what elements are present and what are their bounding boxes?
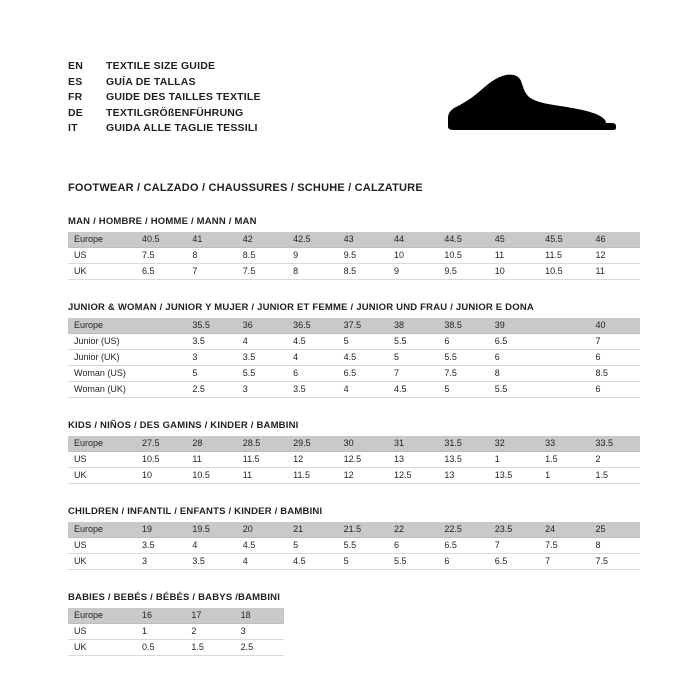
cell: 12	[590, 248, 640, 264]
group-children	[68, 506, 638, 570]
cell: 41	[186, 232, 236, 248]
row-label: UK	[68, 468, 136, 484]
cell: 7.5	[590, 554, 640, 570]
cell: 4	[287, 350, 337, 366]
cell: 6.5	[489, 554, 539, 570]
row-label: Europe	[68, 232, 136, 248]
cell: 5	[338, 554, 388, 570]
table-row	[68, 382, 640, 398]
cell: 3.5	[287, 382, 337, 398]
cell: 7	[489, 538, 539, 554]
table-row	[68, 334, 640, 350]
cell: 10.5	[186, 468, 236, 484]
language-row	[68, 107, 261, 123]
cell: 7	[539, 554, 589, 570]
cell: 13	[388, 452, 438, 468]
language-title: GUIDA ALLE TAGLIE TESSILI	[106, 122, 258, 134]
cell: 1.5	[539, 452, 589, 468]
cell: 29.5	[287, 436, 337, 452]
cell: 10	[136, 468, 186, 484]
cell: 36.5	[287, 318, 337, 334]
cell: 8	[287, 264, 337, 280]
cell: 11.5	[237, 452, 287, 468]
cell: 4	[338, 382, 388, 398]
row-label: UK	[68, 264, 136, 280]
cell: 7	[186, 264, 236, 280]
cell: 21.5	[338, 522, 388, 538]
cell: 3.5	[186, 334, 236, 350]
language-code: EN	[68, 60, 83, 72]
cell: 6	[388, 538, 438, 554]
cell	[539, 366, 589, 382]
cell: 5.5	[489, 382, 539, 398]
cell: 11.5	[539, 248, 589, 264]
language-row	[68, 91, 261, 107]
language-rows	[68, 60, 261, 138]
cell: 7.5	[136, 248, 186, 264]
cell: 7.5	[237, 264, 287, 280]
cell: 10.5	[539, 264, 589, 280]
cell: 17	[185, 608, 234, 624]
cell: 10	[489, 264, 539, 280]
cell: 4	[237, 554, 287, 570]
table-row	[68, 232, 640, 248]
cell: 38.5	[438, 318, 488, 334]
cell: 8	[489, 366, 539, 382]
cell: 0.5	[136, 640, 185, 656]
cell: 4	[237, 334, 287, 350]
cell: 11.5	[287, 468, 337, 484]
cell: 1	[489, 452, 539, 468]
cell: 33	[539, 436, 589, 452]
size-table-man	[68, 232, 640, 280]
cell: 43	[338, 232, 388, 248]
cell: 11	[489, 248, 539, 264]
cell: 39	[489, 318, 539, 334]
cell: 33.5	[590, 436, 640, 452]
cell: 19	[136, 522, 186, 538]
cell: 5	[338, 334, 388, 350]
cell: 5	[287, 538, 337, 554]
cell: 7	[590, 334, 640, 350]
cell: 9	[287, 248, 337, 264]
cell	[539, 334, 589, 350]
size-table-babies	[68, 608, 284, 656]
row-label: Europe	[68, 436, 136, 452]
cell: 25	[590, 522, 640, 538]
cell: 27.5	[136, 436, 186, 452]
cell: 24	[539, 522, 589, 538]
cell: 6	[489, 350, 539, 366]
cell: 44	[388, 232, 438, 248]
cell: 10.5	[438, 248, 488, 264]
table-row	[68, 366, 640, 382]
cell: 35.5	[186, 318, 236, 334]
cell: 9	[388, 264, 438, 280]
cell: 2	[590, 452, 640, 468]
cell: 12.5	[388, 468, 438, 484]
table-row	[68, 248, 640, 264]
cell: 31.5	[438, 436, 488, 452]
cell: 13.5	[489, 468, 539, 484]
row-label: Woman (US)	[68, 366, 136, 382]
cell: 5	[388, 350, 438, 366]
cell: 9.5	[438, 264, 488, 280]
cell	[136, 382, 186, 398]
group-babies	[68, 592, 638, 656]
cell: 11	[186, 452, 236, 468]
table-row	[68, 452, 640, 468]
cell: 7	[388, 366, 438, 382]
row-label: Europe	[68, 608, 136, 624]
cell: 22.5	[438, 522, 488, 538]
cell: 9.5	[338, 248, 388, 264]
cell: 6	[287, 366, 337, 382]
cell: 30	[338, 436, 388, 452]
cell: 6.5	[338, 366, 388, 382]
cell: 3	[237, 382, 287, 398]
group-title: KIDS / NIÑOS / DES GAMINS / KINDER / BAMBINI	[68, 420, 299, 431]
cell: 8	[186, 248, 236, 264]
table-row	[68, 608, 284, 624]
language-code: FR	[68, 91, 83, 103]
cell: 32	[489, 436, 539, 452]
cell: 5.5	[388, 334, 438, 350]
document-header	[68, 60, 638, 160]
cell: 42	[237, 232, 287, 248]
cell: 1	[539, 468, 589, 484]
row-label: Junior (US)	[68, 334, 136, 350]
language-title: TEXTILGRÖßENFÜHRUNG	[106, 106, 244, 119]
cell: 21	[287, 522, 337, 538]
cell: 31	[388, 436, 438, 452]
group-title: JUNIOR & WOMAN / JUNIOR Y MUJER / JUNIOR ET FEMME / JUNIOR UND FRAU / JUNIOR E DONA	[68, 302, 534, 313]
row-label: US	[68, 538, 136, 554]
cell: 5	[438, 382, 488, 398]
cell: 6.5	[438, 538, 488, 554]
cell	[136, 366, 186, 382]
language-title: GUÍA DE TALLAS	[106, 75, 196, 88]
group-title: BABIES / BEBÉS / BÉBÉS / BABYS /BAMBINI	[68, 592, 281, 603]
cell: 20	[237, 522, 287, 538]
row-label: UK	[68, 554, 136, 570]
language-title: TEXTILE SIZE GUIDE	[106, 60, 216, 72]
language-code: IT	[68, 122, 78, 134]
cell: 12	[338, 468, 388, 484]
cell: 1.5	[590, 468, 640, 484]
cell: 6	[438, 554, 488, 570]
cell: 6.5	[489, 334, 539, 350]
cell: 4.5	[237, 538, 287, 554]
cell: 42.5	[287, 232, 337, 248]
cell: 6.5	[136, 264, 186, 280]
cell: 4.5	[388, 382, 438, 398]
cell	[539, 350, 589, 366]
cell: 4.5	[287, 554, 337, 570]
table-row	[68, 318, 640, 334]
size-table-children	[68, 522, 640, 570]
cell: 10	[388, 248, 438, 264]
cell: 3	[235, 624, 284, 640]
language-title: GUIDE DES TAILLES TEXTILE	[106, 91, 261, 103]
cell: 1.5	[185, 640, 234, 656]
dress-shoe-icon	[420, 72, 620, 134]
language-titles	[68, 60, 261, 138]
row-label: Junior (UK)	[68, 350, 136, 366]
cell: 8	[590, 538, 640, 554]
cell: 3.5	[237, 350, 287, 366]
cell: 1	[136, 624, 185, 640]
cell: 16	[136, 608, 185, 624]
cell: 4.5	[287, 334, 337, 350]
cell: 2	[185, 624, 234, 640]
cell	[539, 382, 589, 398]
cell: 3	[186, 350, 236, 366]
cell: 12	[287, 452, 337, 468]
table-row	[68, 436, 640, 452]
cell: 7.5	[539, 538, 589, 554]
row-label: UK	[68, 640, 136, 656]
language-row	[68, 122, 261, 138]
cell: 4.5	[338, 350, 388, 366]
cell: 4	[186, 538, 236, 554]
language-code: ES	[68, 75, 83, 88]
group-junior-woman	[68, 302, 638, 398]
cell: 46	[590, 232, 640, 248]
table-row	[68, 522, 640, 538]
cell	[539, 318, 589, 334]
cell: 8.5	[590, 366, 640, 382]
language-row	[68, 60, 261, 76]
cell: 38	[388, 318, 438, 334]
group-title: CHILDREN / INFANTIL / ENFANTS / KINDER / BAMBINI	[68, 506, 323, 517]
cell: 5.5	[388, 554, 438, 570]
table-row	[68, 264, 640, 280]
cell: 40	[590, 318, 640, 334]
cell: 5.5	[338, 538, 388, 554]
cell	[136, 350, 186, 366]
cell: 2.5	[186, 382, 236, 398]
cell: 40.5	[136, 232, 186, 248]
cell: 11	[590, 264, 640, 280]
cell: 44.5	[438, 232, 488, 248]
cell: 45.5	[539, 232, 589, 248]
cell: 45	[489, 232, 539, 248]
cell: 19.5	[186, 522, 236, 538]
cell: 3.5	[186, 554, 236, 570]
language-code: DE	[68, 106, 83, 119]
cell: 13	[438, 468, 488, 484]
row-label: US	[68, 624, 136, 640]
size-table-junior-woman	[68, 318, 640, 398]
cell: 36	[237, 318, 287, 334]
table-row	[68, 640, 284, 656]
cell: 8.5	[237, 248, 287, 264]
row-label: US	[68, 452, 136, 468]
cell: 8.5	[338, 264, 388, 280]
row-label: US	[68, 248, 136, 264]
cell: 6	[438, 334, 488, 350]
cell: 6	[590, 350, 640, 366]
group-man	[68, 216, 638, 280]
cell: 5.5	[237, 366, 287, 382]
table-row	[68, 624, 284, 640]
cell: 6	[590, 382, 640, 398]
cell: 28	[186, 436, 236, 452]
cell	[136, 318, 186, 334]
cell	[136, 334, 186, 350]
cell: 5	[186, 366, 236, 382]
cell: 10.5	[136, 452, 186, 468]
cell: 28.5	[237, 436, 287, 452]
size-table-kids	[68, 436, 640, 484]
cell: 3.5	[136, 538, 186, 554]
group-kids	[68, 420, 638, 484]
cell: 13.5	[438, 452, 488, 468]
group-title: MAN / HOMBRE / HOMME / MANN / MAN	[68, 216, 257, 227]
row-label: Europe	[68, 522, 136, 538]
cell: 3	[136, 554, 186, 570]
cell: 23.5	[489, 522, 539, 538]
language-row	[68, 76, 261, 92]
table-row	[68, 538, 640, 554]
cell: 11	[237, 468, 287, 484]
cell: 2.5	[235, 640, 284, 656]
table-row	[68, 468, 640, 484]
table-row	[68, 350, 640, 366]
table-row	[68, 554, 640, 570]
row-label: Europe	[68, 318, 136, 334]
cell: 5.5	[438, 350, 488, 366]
section-title-footwear: FOOTWEAR / CALZADO / CHAUSSURES / SCHUHE / CALZATURE	[68, 182, 423, 194]
cell: 22	[388, 522, 438, 538]
cell: 7.5	[438, 366, 488, 382]
cell: 18	[235, 608, 284, 624]
cell: 12.5	[338, 452, 388, 468]
cell: 37.5	[338, 318, 388, 334]
row-label: Woman (UK)	[68, 382, 136, 398]
